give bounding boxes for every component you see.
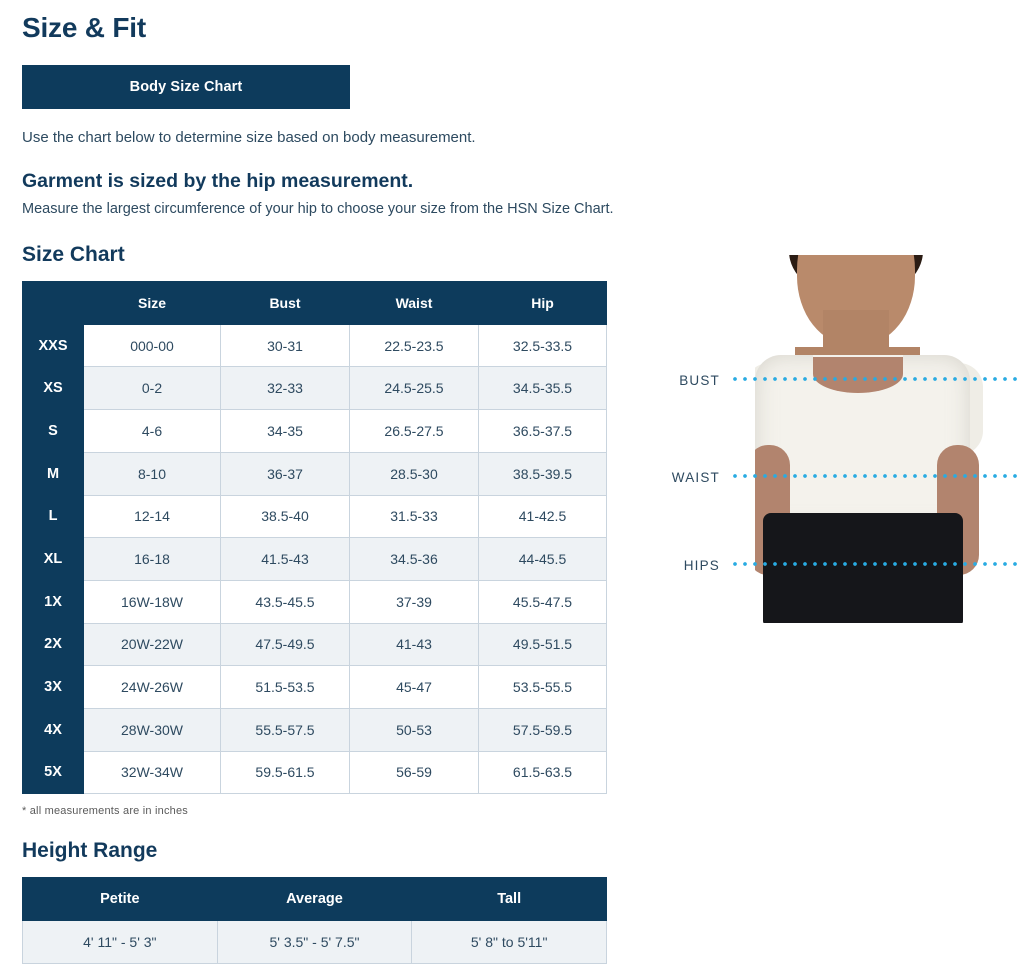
table-row — [23, 751, 607, 794]
hips-label: HIPS — [683, 558, 720, 573]
cell-hip: 41-42.5 — [479, 495, 607, 538]
cell-hip: 38.5-39.5 — [479, 452, 607, 495]
table-row — [23, 495, 607, 538]
table-row — [23, 410, 607, 453]
height-range-body — [23, 921, 607, 964]
cell-size: 8-10 — [84, 452, 221, 495]
page-title: Size & Fit — [22, 12, 147, 43]
cell-size: 12-14 — [84, 495, 221, 538]
height-range-header — [23, 878, 607, 921]
cell-bust: 43.5-45.5 — [221, 580, 350, 623]
cell-tall: 5' 8" to 5'11" — [412, 921, 607, 964]
cell-waist: 41-43 — [350, 623, 479, 666]
measurement-figure — [650, 255, 1020, 635]
cell-size: 32W-34W — [84, 751, 221, 794]
cell-bust: 34-35 — [221, 410, 350, 453]
cell-hip: 34.5-35.5 — [479, 367, 607, 410]
row-label: M — [23, 452, 84, 495]
table-row — [23, 921, 607, 964]
cell-waist: 45-47 — [350, 666, 479, 709]
bust-dotted-line — [730, 377, 1020, 381]
cell-waist: 34.5-36 — [350, 538, 479, 581]
cell-hip: 53.5-55.5 — [479, 666, 607, 709]
model-photo — [715, 255, 1020, 623]
row-label: 2X — [23, 623, 84, 666]
cell-petite: 4' 11" - 5' 3" — [23, 921, 218, 964]
cell-average: 5' 3.5" - 5' 7.5" — [217, 921, 412, 964]
intro-text: Use the chart below to determine size based on body measurement. — [22, 129, 476, 146]
sized-by-heading: Garment is sized by the hip measurement. — [22, 169, 414, 192]
cell-size: 16W-18W — [84, 580, 221, 623]
cell-hip: 32.5-33.5 — [479, 324, 607, 367]
cell-hip: 49.5-51.5 — [479, 623, 607, 666]
measurements-footnote: * all measurements are in inches — [22, 805, 188, 818]
cell-waist: 28.5-30 — [350, 452, 479, 495]
table-row — [23, 452, 607, 495]
row-label: 1X — [23, 580, 84, 623]
cell-hip: 61.5-63.5 — [479, 751, 607, 794]
cell-bust: 47.5-49.5 — [221, 623, 350, 666]
cell-hip: 45.5-47.5 — [479, 580, 607, 623]
column-header-bust: Bust — [221, 282, 350, 325]
column-header-size: Size — [84, 282, 221, 325]
cell-bust: 36-37 — [221, 452, 350, 495]
cell-hip: 57.5-59.5 — [479, 708, 607, 751]
table-row — [23, 324, 607, 367]
photo-edge-left — [715, 255, 755, 623]
cell-waist: 37-39 — [350, 580, 479, 623]
cell-hip: 44-45.5 — [479, 538, 607, 581]
cell-waist: 24.5-25.5 — [350, 367, 479, 410]
row-label: L — [23, 495, 84, 538]
table-row — [23, 708, 607, 751]
column-header-petite: Petite — [23, 878, 218, 921]
height-range-heading: Height Range — [22, 839, 158, 863]
bust-label: BUST — [679, 373, 720, 388]
row-label: S — [23, 410, 84, 453]
cell-bust: 41.5-43 — [221, 538, 350, 581]
table-row — [23, 367, 607, 410]
cell-size: 24W-26W — [84, 666, 221, 709]
cell-size: 0-2 — [84, 367, 221, 410]
photo-edge-right — [984, 255, 1020, 623]
sized-by-text: Measure the largest circumference of your hip to choose your size from the HSN Size Chart. — [22, 200, 614, 217]
cell-waist: 22.5-23.5 — [350, 324, 479, 367]
column-header-blank — [23, 282, 84, 325]
cell-size: 4-6 — [84, 410, 221, 453]
cell-waist: 31.5-33 — [350, 495, 479, 538]
column-header-tall: Tall — [412, 878, 607, 921]
table-header-row — [23, 878, 607, 921]
waist-dotted-line — [730, 474, 1020, 478]
row-label: 4X — [23, 708, 84, 751]
cell-waist: 56-59 — [350, 751, 479, 794]
cell-bust: 51.5-53.5 — [221, 666, 350, 709]
column-header-waist: Waist — [350, 282, 479, 325]
size-chart-heading: Size Chart — [22, 243, 125, 267]
column-header-average: Average — [217, 878, 412, 921]
row-label: 3X — [23, 666, 84, 709]
row-label: 5X — [23, 751, 84, 794]
height-range-table — [22, 877, 607, 964]
row-label: XXS — [23, 324, 84, 367]
waist-label: WAIST — [671, 470, 720, 485]
model-pants — [763, 513, 963, 623]
cell-bust: 38.5-40 — [221, 495, 350, 538]
cell-waist: 50-53 — [350, 708, 479, 751]
row-label: XS — [23, 367, 84, 410]
table-row — [23, 623, 607, 666]
table-row — [23, 580, 607, 623]
cell-bust: 55.5-57.5 — [221, 708, 350, 751]
column-header-hip: Hip — [479, 282, 607, 325]
table-header-row — [23, 282, 607, 325]
cell-bust: 32-33 — [221, 367, 350, 410]
model-collar — [813, 355, 903, 393]
cell-bust: 30-31 — [221, 324, 350, 367]
body-size-chart-tab[interactable] — [22, 65, 350, 109]
table-row — [23, 538, 607, 581]
cell-bust: 59.5-61.5 — [221, 751, 350, 794]
cell-size: 000-00 — [84, 324, 221, 367]
cell-hip: 36.5-37.5 — [479, 410, 607, 453]
body-size-chart-tab-label: Body Size Chart — [129, 79, 243, 95]
cell-waist: 26.5-27.5 — [350, 410, 479, 453]
size-chart-table — [22, 281, 607, 794]
hips-dotted-line — [730, 562, 1020, 566]
content-column — [22, 0, 642, 964]
cell-size: 28W-30W — [84, 708, 221, 751]
cell-size: 16-18 — [84, 538, 221, 581]
cell-size: 20W-22W — [84, 623, 221, 666]
size-chart-header — [23, 282, 607, 325]
table-row — [23, 666, 607, 709]
row-label: XL — [23, 538, 84, 581]
size-chart-body — [23, 324, 607, 794]
